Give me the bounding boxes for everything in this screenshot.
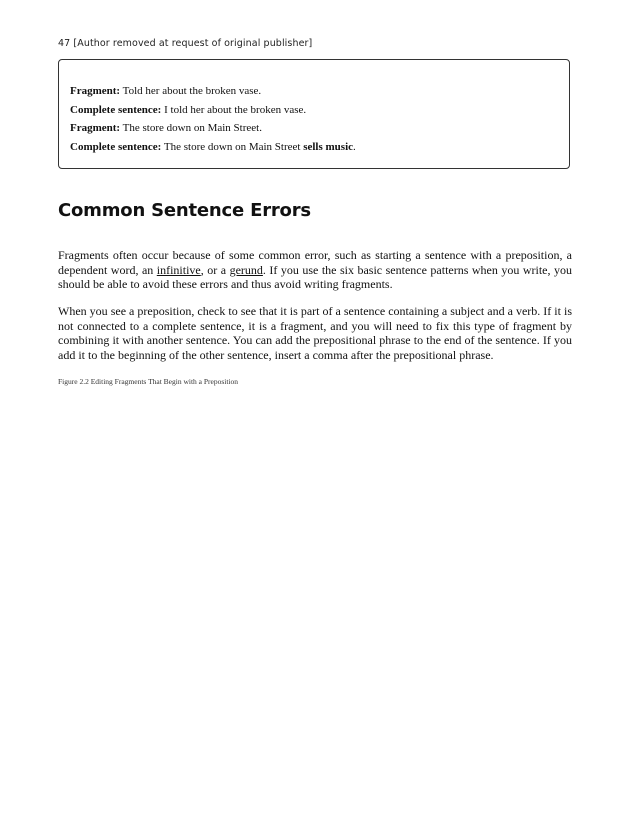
example-label: Fragment: — [70, 85, 121, 97]
figure-caption: Figure 2.2 Editing Fragments That Begin with a Preposition — [58, 377, 239, 386]
paragraph-text: Fragments often occur because of some common error, such as starting a sentence with a preposition, a dependent word, an — [58, 248, 572, 277]
paragraph-text: . If you use the six basic sentence patterns when you write, you should be able to avoid these errors and thus avoid writing fragments. — [58, 262, 572, 292]
page-number: 47 — [58, 38, 71, 49]
header-attribution: [Author removed at request of original publisher] — [73, 38, 313, 49]
example-text: The store down on Main Street — [161, 140, 304, 153]
paragraph-text: , or a — [200, 262, 230, 277]
example-box — [58, 59, 570, 169]
example-label: Fragment: — [70, 122, 121, 134]
example-text: Told her about the broken vase. — [120, 85, 262, 97]
gerund-link[interactable]: gerund — [229, 262, 263, 277]
example-line-complete-1 — [70, 101, 558, 120]
paragraph-fragments-causes — [58, 248, 572, 292]
example-text: I told her about the broken vase. — [161, 103, 307, 116]
infinitive-link[interactable]: infinitive — [156, 262, 201, 277]
example-line-fragment-1 — [70, 82, 558, 101]
example-text: The store down on Main Street. — [120, 122, 262, 134]
example-label: Complete sentence: — [70, 103, 162, 116]
example-text-end: . — [353, 140, 356, 153]
section-heading: Common Sentence Errors — [58, 200, 311, 221]
example-line-complete-2 — [70, 138, 558, 157]
example-line-fragment-2 — [70, 119, 558, 138]
example-emphasis: sells music — [303, 140, 354, 153]
example-label: Complete sentence: — [70, 140, 162, 153]
running-header — [58, 38, 312, 49]
paragraph-preposition: When you see a preposition, check to see that it is part of a sentence containing a subject and a verb. If it is not connected to a complete sentence, it is a fragment, and you will need to fix this type of fragment by combining it with another sentence. You can add the prepositional phrase to the end of the sentence. If you add it to the beginning of the other sentence, insert a comma after the prepositional phrase. — [58, 304, 572, 363]
